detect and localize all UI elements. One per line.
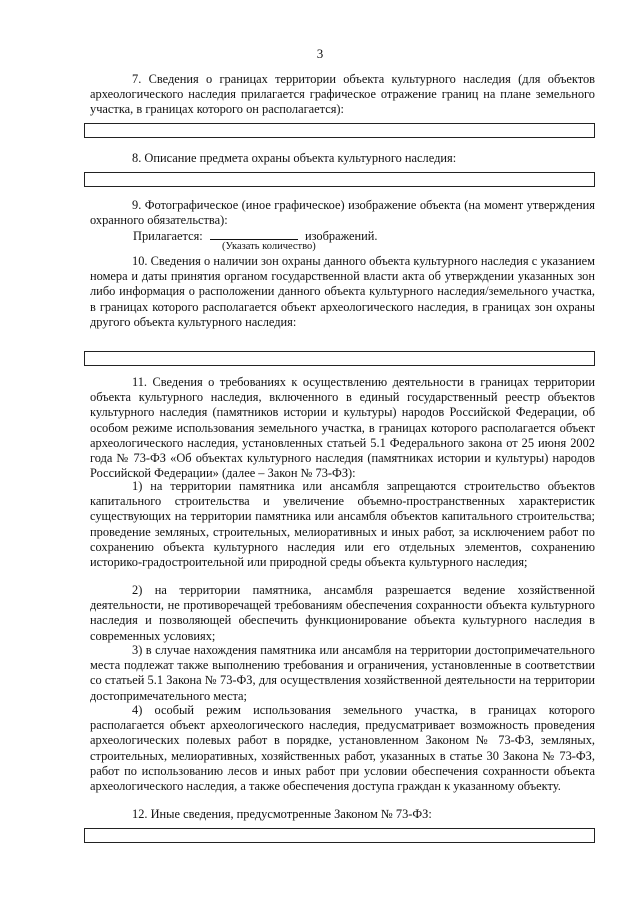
- section-10-field[interactable]: [84, 351, 595, 366]
- attachment-label: Прилагается:: [133, 229, 203, 243]
- section-9-text: 9. Фотографическое (иное графическое) изображение объекта (на момент утверждения охранного обязательства):: [90, 198, 595, 228]
- attachment-count-blank[interactable]: [210, 228, 298, 240]
- attachment-hint: (Указать количество): [222, 241, 316, 252]
- section-8-text: 8. Описание предмета охраны объекта культурного наследия:: [132, 151, 457, 165]
- section-8-field[interactable]: [84, 172, 595, 187]
- attachment-suffix: изображений.: [304, 229, 378, 243]
- section-12-text: 12. Иные сведения, предусмотренные Законом № 73-ФЗ:: [132, 807, 432, 821]
- section-11-item-2: 2) на территории памятника, ансамбля разрешается ведение хозяйственной деятельности, не противоречащей требованиям обеспечения сохранности объекта культурного наследия и позволяющей обеспечить функционирование объекта культурного наследия в современных условиях;: [90, 583, 595, 643]
- section-11-text: 11. Сведения о требованиях к осуществлению деятельности в границах территории объекта культурного наследия, включенного в единый государственный реестр объектов культурного наследия (памятников истории и культуры) народов Российской Федерации, об особом режиме использования земельного участка, в границах которого располагается объект археологического наследия, установленных статьей 5.1 Федерального закона от 25 июня 2002 года № 73-ФЗ «Об объектах культурного наследия (памятниках истории и культуры) народов Российской Федерации» (далее – Закон № 73-ФЗ):: [90, 375, 595, 481]
- section-12-field[interactable]: [84, 828, 595, 843]
- section-11-item-3: 3) в случае нахождения памятника или ансамбля на территории достопримечательного места подлежат также выполнению требования и ограничения, установленные в соответствии со статьей 5.1 Закона № 73-ФЗ, для осуществления хозяйственной деятельности на территории достопримечательного места;: [90, 643, 595, 703]
- section-10-text: 10. Сведения о наличии зон охраны данного объекта культурного наследия с указанием номера и даты принятия органом государственной власти акта об утверждении указанных зон либо информация о расположении данного объекта культурного наследия/земельного участка, в границах которого располагается объект археологического наследия, в границах зон охраны другого объекта культурного наследия:: [90, 254, 595, 329]
- section-11-item-1: 1) на территории памятника или ансамбля запрещаются строительство объектов капитального строительства и увеличение объемно-пространственных характеристик существующих на территории памятника или ансамбля объектов капитального строительства; проведение земляных, строительных, мелиоративных и иных работ, за исключением работ по сохранению объекта культурного наследия или его отдельных элементов, сохранению историко-градостроительной или природной среды объекта культурного наследия;: [90, 479, 595, 570]
- page-number: 3: [316, 46, 324, 61]
- section-7-field[interactable]: [84, 123, 595, 138]
- section-11-item-4: 4) особый режим использования земельного участка, в границах которого располагается объект археологического наследия, предусматривает возможность проведения археологических полевых работ в порядке, установленном Законом № 73-ФЗ, земляных, строительных, мелиоративных, хозяйственных работ, указанных в статье 30 Закона № 73-ФЗ, работ по использованию лесов и иных работ при условии обеспечения сохранности объекта археологического наследия, а также обеспечения доступа граждан к указанному объекту.: [90, 703, 595, 794]
- section-7-text: 7. Сведения о границах территории объекта культурного наследия (для объектов археологического наследия прилагается графическое отражение границ на плане земельного участка, в границах которого он располагается):: [90, 72, 595, 117]
